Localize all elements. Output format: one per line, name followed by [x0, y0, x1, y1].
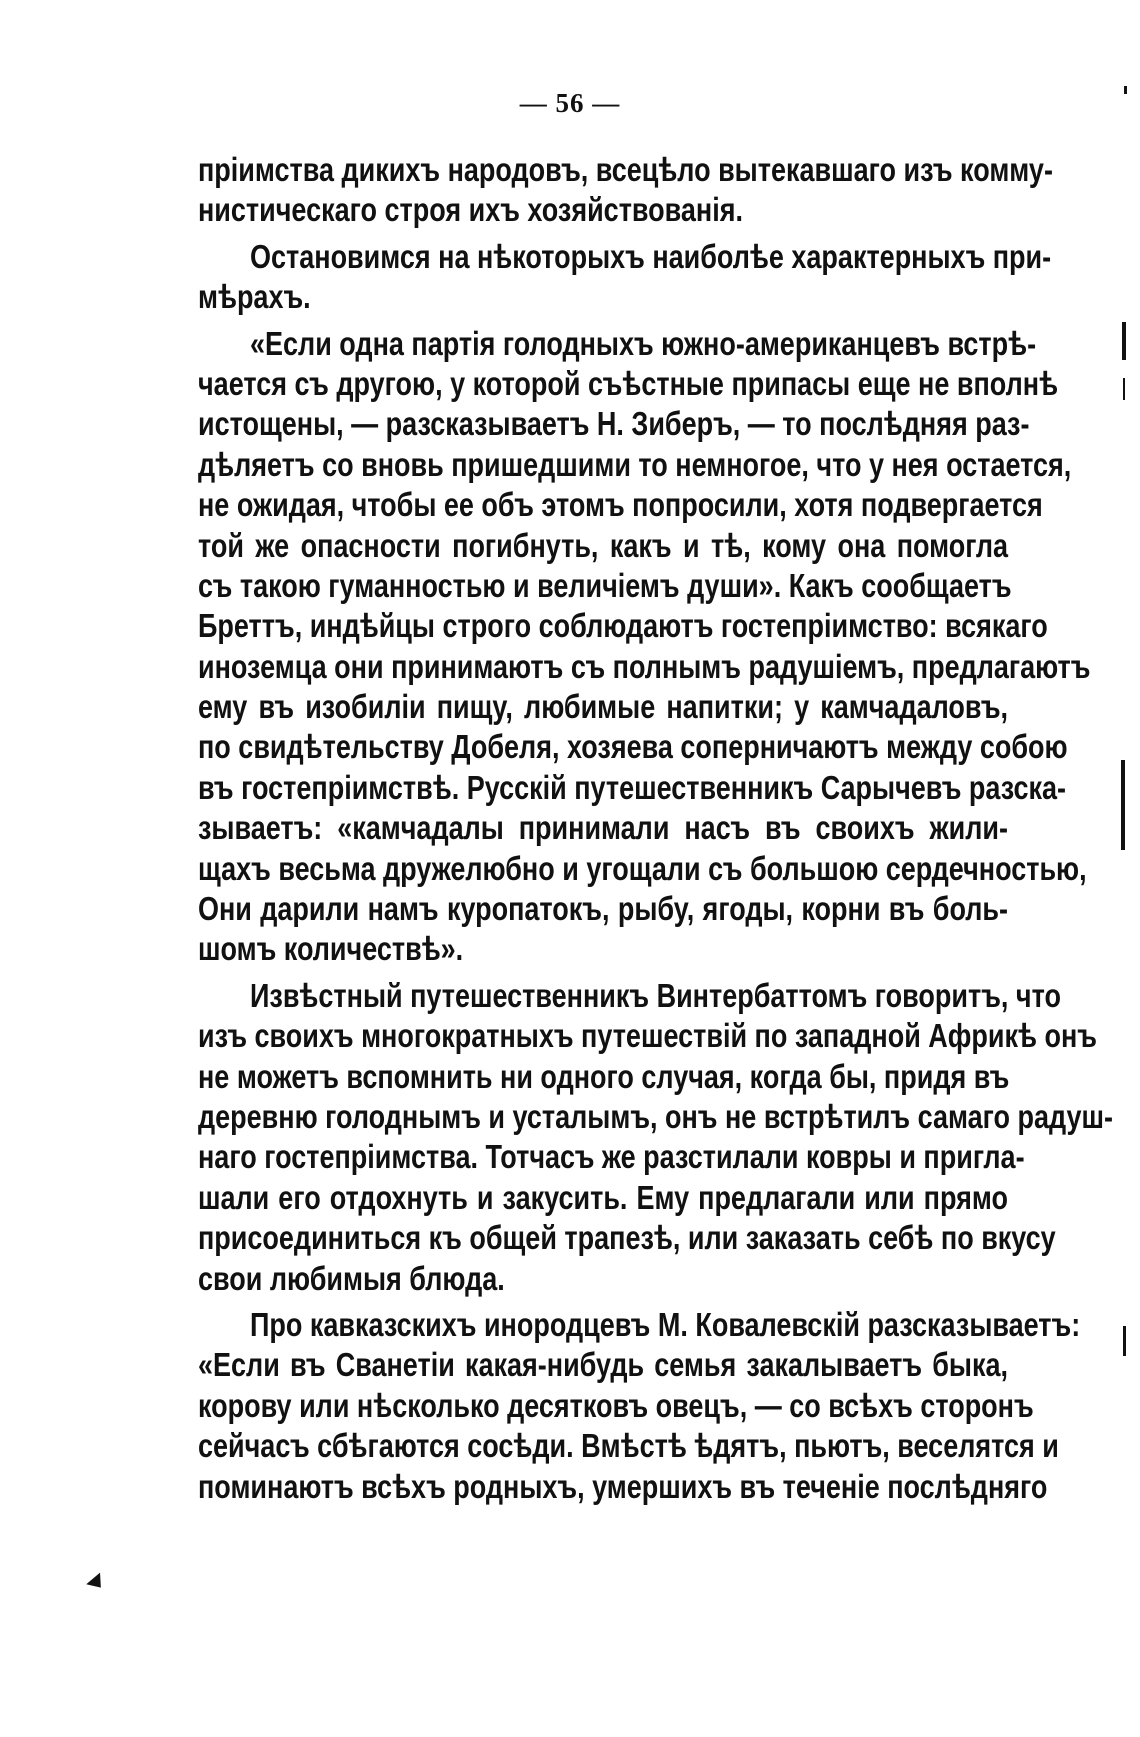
text-line: Остановимся на нѣкоторыхъ наиболѣе характерныхъ при-	[250, 237, 1052, 276]
text-line: сейчасъ сбѣгаются сосѣди. Вмѣстѣ ѣдятъ, пьютъ, веселятся и	[198, 1427, 1059, 1465]
text-line: иноземца они принимаютъ съ полнымъ радушіемъ, предлагаютъ	[198, 647, 1091, 686]
text-line: ему въ изобиліи пищу, любимые напитки; у камчадаловъ,	[198, 688, 1008, 726]
text-line: не можетъ вспомнить ни одного случая, когда бы, придя въ	[198, 1057, 1010, 1096]
text-line: чается съ другою, у которой съѣстные припасы еще не вполнѣ	[198, 365, 1059, 403]
text-line: Извѣстный путешественникъ Винтербаттомъ говоритъ, что	[250, 977, 1061, 1015]
text-line: Про кавказскихъ инородцевъ М. Ковалевскій разсказываетъ:	[250, 1306, 1081, 1344]
scan-edge-mark	[1123, 378, 1125, 400]
text-line: истощены, — разсказываетъ Н. Зиберъ, — то послѣдняя раз-	[198, 405, 1030, 444]
text-line: той же опасности погибнуть, какъ и тѣ, кому она помогла	[198, 526, 1008, 565]
text-line: присоединиться къ общей трапезѣ, или заказать себѣ по вкусу	[198, 1219, 1056, 1257]
text-line: изъ своихъ многократныхъ путешествій по западной Африкѣ онъ	[198, 1017, 1097, 1055]
body-text	[198, 150, 1113, 1507]
text-line: корову или нѣсколько десятковъ овецъ, — со всѣхъ сторонъ	[198, 1386, 1034, 1425]
paragraph	[198, 237, 1052, 318]
text-line: щахъ весьма дружелюбно и угощали съ большою сердечностью,	[198, 849, 1087, 888]
text-line: шали его отдохнуть и закусить. Ему предлагали или прямо	[198, 1178, 1008, 1217]
text-line: Бреттъ, индѣйцы строго соблюдаютъ гостепріимство: всякаго	[198, 607, 1048, 645]
text-line: деревню голоднымъ и усталымъ, онъ не встрѣтилъ самаго радуш-	[198, 1098, 1113, 1136]
scan-corner-mark	[86, 1573, 108, 1594]
text-line: по свидѣтельству Добеля, хозяева соперничаютъ между собою	[198, 728, 1068, 767]
scan-edge-mark	[1123, 1326, 1126, 1356]
text-line: зываетъ: «камчадалы принимали насъ въ своихъ жили-	[198, 809, 1008, 847]
text-line: не ожидая, чтобы ее объ этомъ попросили, хотя подвергается	[198, 486, 1043, 524]
text-line: мѣрахъ.	[198, 278, 311, 316]
text-line: съ такою гуманностью и величіемъ души». Какъ сообщаетъ	[198, 567, 1012, 605]
paragraph	[198, 976, 1113, 1299]
page-number: — 56 —	[519, 88, 621, 118]
scan-edge-mark	[1122, 322, 1126, 360]
text-line: свои любимыя блюда.	[198, 1259, 505, 1298]
paragraph	[198, 1305, 1081, 1507]
text-line: поминаютъ всѣхъ родныхъ, умершихъ въ теченіе послѣдняго	[198, 1467, 1048, 1506]
paragraph	[198, 324, 1091, 970]
text-line: «Если одна партія голодныхъ южно-американцевъ встрѣ-	[250, 324, 1037, 363]
paragraph	[198, 150, 1053, 231]
text-line: наго гостепріимства. Тотчасъ же разстилали ковры и пригла-	[198, 1138, 1025, 1177]
scan-edge-mark	[1124, 86, 1127, 94]
text-line: шомъ количествѣ».	[198, 930, 464, 969]
text-line: пріимства дикихъ народовъ, всецѣло вытекавшаго изъ комму-	[198, 151, 1053, 189]
text-line: Они дарили намъ куропатокъ, рыбу, ягоды, корни въ боль-	[198, 890, 1008, 928]
text-line: нистическаго строя ихъ хозяйствованія.	[198, 191, 743, 230]
text-line: въ гостепріимствѣ. Русскій путешественникъ Сарычевъ разска-	[198, 769, 1067, 807]
text-line: «Если въ Сванетіи какая-нибудь семья закалываетъ быка,	[198, 1346, 1008, 1385]
scan-edge-mark	[1121, 760, 1125, 850]
text-line: дѣляетъ со вновь пришедшими то немногое, что у нея остается,	[198, 445, 1072, 484]
